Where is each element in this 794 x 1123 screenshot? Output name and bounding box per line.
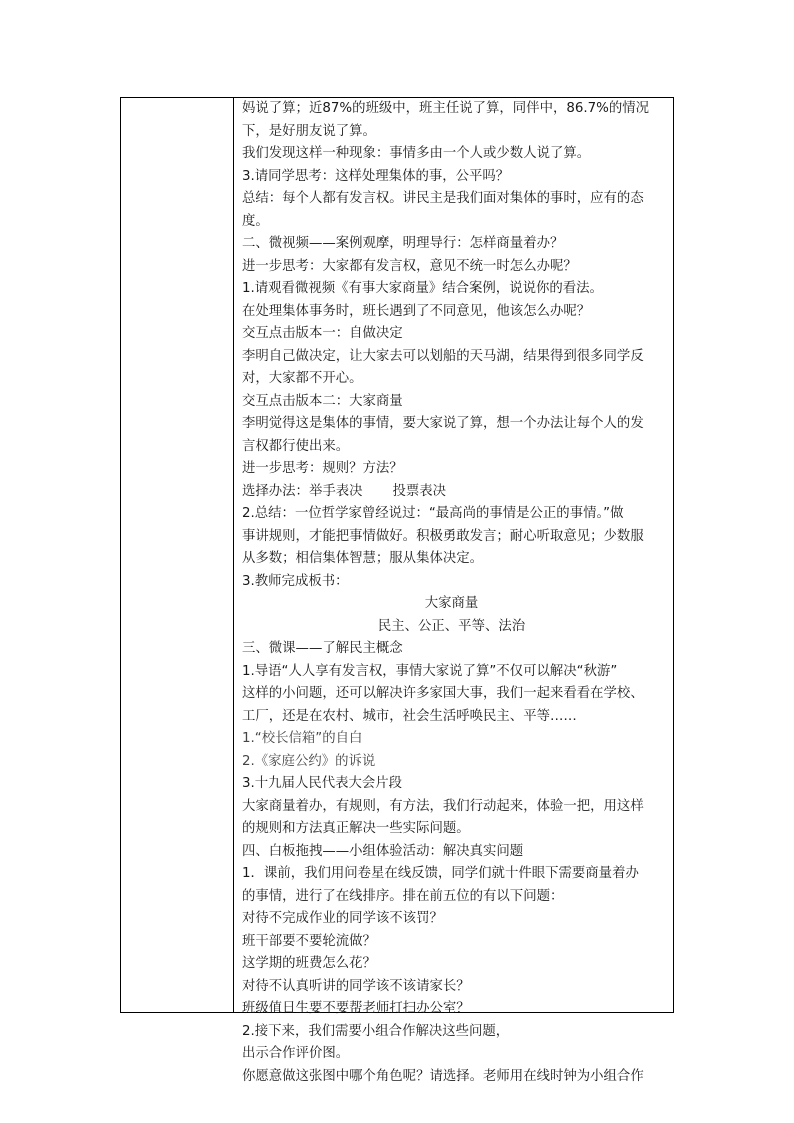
text-line: 2.总结：一位哲学家曾经说过：“最高尚的事情是公正的事情。”做: [242, 506, 624, 521]
text-line: 妈说了算；近87%的班级中，班主任说了算，同伴中，86.7%的情况: [242, 101, 650, 116]
text-line: 出示合作评价图。: [242, 1046, 350, 1061]
text-line: 的规则和方法真正解决一些实际问题。: [242, 821, 470, 836]
board-title: 大家商量: [424, 596, 479, 611]
text-line: 3.请同学思考：这样处理集体的事，公平吗？: [242, 168, 510, 184]
text-line: 2.接下来，我们需要小组合作解决这些问题，: [242, 1023, 510, 1039]
text-line: 1．课前，我们用问卷星在线反馈，同学们就十件眼下需要商量着办: [242, 866, 639, 881]
text-line: 在处理集体事务时，班长遇到了不同意见，他该怎么办呢？: [242, 303, 591, 319]
text-line: 事讲规则，才能把事情做好。积极勇敢发言；耐心听取意见；少数服: [242, 528, 644, 544]
text-line: 下，是好朋友说了算。: [242, 123, 376, 139]
text-line: 你愿意做这张图中哪个角色呢？请选择。老师用在线时钟为小组合作: [242, 1068, 644, 1084]
text-line: 的事情，进行了在线排序。排在前五位的有以下问题：: [242, 888, 564, 904]
text-line: 这样的小问题，还可以解决许多家国大事，我们一起来看看在学校、: [242, 686, 644, 701]
vote-option-ballot: 投票表决: [392, 483, 447, 499]
text-line: 工厂，还是在农村、城市，社会生活呼唤民主、平等……: [242, 708, 577, 724]
text-line: 大家商量着办，有规则，有方法，我们行动起来，体验一把，用这样: [242, 798, 644, 814]
column-divider: [233, 98, 234, 1012]
text-line: 李明自己做决定，让大家去可以划船的天马湖，结果得到很多同学反: [242, 348, 644, 364]
lesson-content: [242, 98, 671, 1088]
text-line: 1.导语“人人享有发言权，事情大家说了算”不仅可以解决“秋游”: [242, 663, 618, 679]
text-line: 对，大家都不开心。: [242, 371, 363, 386]
text-line: 李明觉得这是集体的事情，要大家说了算，想一个办法让每个人的发: [242, 416, 644, 431]
text-line: 对待不完成作业的同学该不该罚？: [242, 911, 443, 926]
text-line: 四、白板拖拽——小组体验活动：解决真实问题: [242, 843, 524, 859]
text-line: 二、微视频——案例观摩，明理导行：怎样商量着办？: [242, 236, 564, 251]
text-line: 我们发现这样一种现象：事情多由一个人或少数人说了算。: [242, 146, 591, 161]
text-line: 对待不认真听讲的同学该不该请家长？: [242, 978, 470, 994]
text-line: 交互点击版本二：大家商量: [242, 393, 403, 409]
board-subtitle: 民主、公正、平等、法治: [377, 618, 526, 634]
vote-option-hands: 选择办法：举手表决: [242, 483, 363, 499]
text-line: 班干部要不要轮流做？: [242, 933, 376, 949]
text-line: 3.教师完成板书：: [242, 573, 349, 589]
text-line: 进一步思考：规则？方法？: [242, 461, 403, 476]
text-line: 从多数；相信集体智慧；服从集体决定。: [242, 551, 484, 566]
text-line: 1.请观看微视频《有事大家商量》结合案例，说说你的看法。: [242, 281, 603, 296]
text-line: 进一步思考：大家都有发言权，意见不统一时怎么办呢？: [242, 258, 577, 274]
lesson-table: [120, 97, 674, 1084]
item-family-convention: 2.《家庭公约》的诉说: [242, 753, 376, 769]
text-line: 言权都行使出来。: [242, 438, 350, 454]
text-line: 总结：每个人都有发言权。讲民主是我们面对集体的事时，应有的态: [242, 191, 644, 206]
text-line: 三、微课——了解民主概念: [242, 641, 403, 656]
text-line: 交互点击版本一：自做决定: [242, 326, 403, 341]
vote-methods-line: [242, 481, 671, 504]
text-line: 班级值日生要不要帮老师打扫办公室？: [242, 1001, 470, 1016]
text-line: 3.十九届人民代表大会片段: [242, 776, 403, 791]
text-line: 这学期的班费怎么花？: [242, 956, 376, 971]
text-line: 度。: [242, 213, 269, 229]
item-principal-mailbox: 1.“校长信箱”的自白: [242, 731, 363, 746]
